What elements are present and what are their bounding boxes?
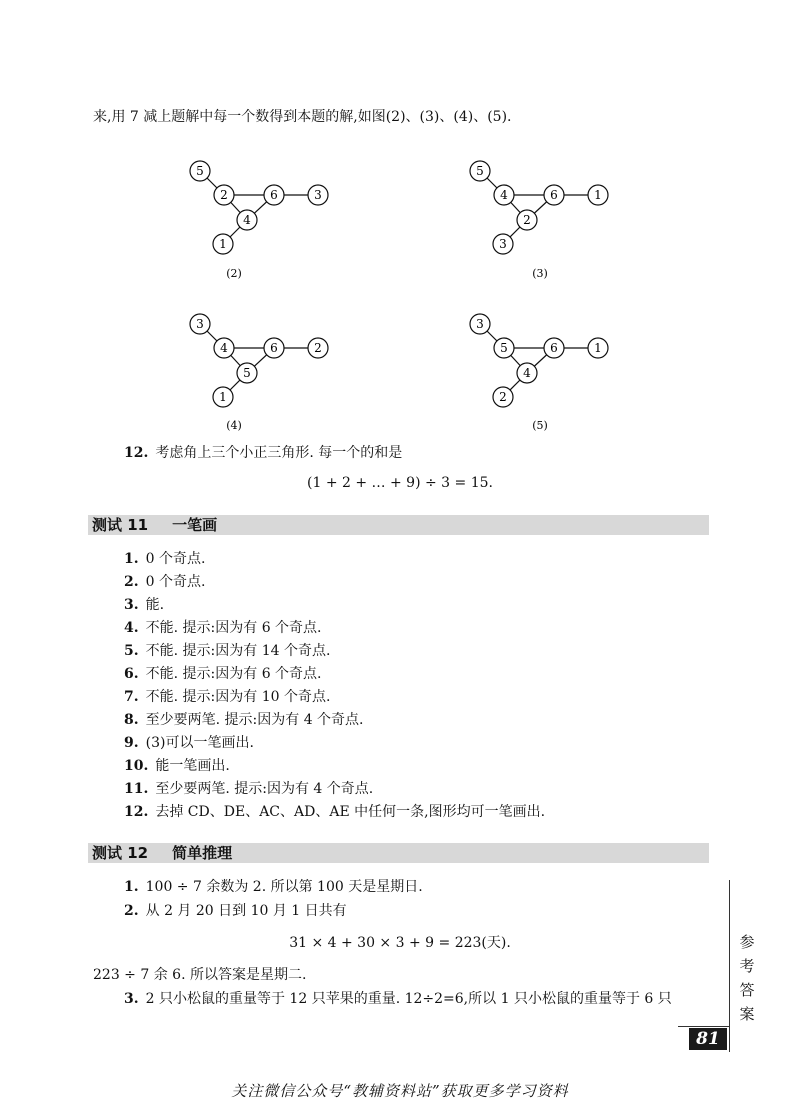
question-12	[124, 444, 402, 462]
sidebar-char: 参	[739, 933, 755, 951]
node-right: 2	[314, 341, 322, 355]
figure-caption: (5)	[532, 419, 548, 432]
item-number: 11.	[124, 781, 149, 797]
item-number: 5.	[124, 643, 139, 659]
node-right: 3	[314, 188, 322, 202]
item-text: 去掉 CD、DE、AC、AD、AE 中任何一条,图形均可一笔画出.	[155, 804, 546, 820]
node-top: 3	[196, 317, 204, 331]
node-top: 5	[476, 164, 484, 178]
page-number: 81	[689, 1028, 727, 1050]
list-item	[124, 596, 545, 619]
item-number: 9.	[124, 735, 139, 751]
node-top: 5	[196, 164, 204, 178]
section-title: 简单推理	[172, 844, 233, 862]
section-header-11	[88, 515, 709, 535]
paragraph-text: 223 ÷ 7 余 6. 所以答案是星期二.	[93, 967, 307, 983]
item-text: 不能. 提示:因为有 14 个奇点.	[145, 643, 331, 659]
item-number: 7.	[124, 689, 139, 705]
node-right: 1	[594, 188, 602, 202]
item-text: 0 个奇点.	[145, 551, 206, 567]
equation-q12: (1 + 2 + … + 9) ÷ 3 = 15.	[307, 475, 493, 491]
node-center: 6	[550, 341, 558, 355]
section-title: 一笔画	[172, 516, 218, 534]
item-text: 能一笔画出.	[155, 758, 230, 774]
sidebar-char: 案	[739, 1005, 755, 1023]
item-text: 不能. 提示:因为有 10 个奇点.	[145, 689, 331, 705]
item-number: 8.	[124, 712, 139, 728]
item-text: 至少要两笔. 提示:因为有 4 个奇点.	[155, 781, 374, 797]
list-item	[124, 902, 347, 920]
sidebar-char: 答	[739, 981, 755, 999]
item-number: 3.	[124, 991, 139, 1007]
node-bottom: 1	[219, 390, 227, 404]
node-mid: 4	[243, 213, 251, 227]
item-text: 从 2 月 20 日到 10 月 1 日共有	[145, 903, 347, 919]
list-item	[124, 665, 545, 688]
figure-caption: (2)	[226, 267, 242, 280]
item-number: 3.	[124, 597, 139, 613]
list-item	[124, 642, 545, 665]
section-11-list	[124, 550, 545, 826]
list-item	[124, 780, 545, 803]
item-text: 2 只小松鼠的重量等于 12 只苹果的重量. 12÷2=6,所以 1 只小松鼠的重量等于 6 只	[145, 991, 672, 1007]
node-mid: 2	[523, 213, 531, 227]
sidebar-label	[737, 930, 757, 1026]
page-number-rule	[678, 1026, 730, 1027]
list-item	[124, 878, 423, 896]
figure-5	[460, 303, 630, 438]
footer-watermark: 关注微信公众号“教辅资料站”获取更多学习资料	[231, 1082, 569, 1100]
node-center: 6	[270, 188, 278, 202]
item-text: (3)可以一笔画出.	[145, 735, 254, 751]
item-text: 不能. 提示:因为有 6 个奇点.	[145, 666, 322, 682]
node-center: 6	[270, 341, 278, 355]
node-right: 1	[594, 341, 602, 355]
equation-days: 31 × 4 + 30 × 3 + 9 = 223(天).	[289, 935, 511, 951]
section-label: 测试 11	[92, 516, 149, 534]
node-mid: 4	[523, 366, 531, 380]
item-number: 2.	[124, 903, 139, 919]
item-text: 考虑角上三个小正三角形. 每一个的和是	[155, 445, 403, 461]
intro-text: 来,用 7 减上题解中每一个数得到本题的解,如图(2)、(3)、(4)、(5).	[93, 109, 512, 125]
node-mid: 5	[243, 366, 251, 380]
list-item	[124, 688, 545, 711]
node-bottom: 1	[219, 237, 227, 251]
list-item	[124, 990, 672, 1008]
item-number: 4.	[124, 620, 139, 636]
list-item	[124, 711, 545, 734]
list-item	[124, 550, 545, 573]
item-number: 1.	[124, 879, 139, 895]
section-header-12	[88, 843, 709, 863]
figure-4	[180, 303, 350, 438]
item-text: 至少要两笔. 提示:因为有 4 个奇点.	[145, 712, 364, 728]
list-item	[124, 619, 545, 642]
item-text: 0 个奇点.	[145, 574, 206, 590]
node-left: 4	[220, 341, 228, 355]
sidebar-char: 考	[739, 957, 755, 975]
node-bottom: 3	[499, 237, 507, 251]
node-bottom: 2	[499, 390, 507, 404]
node-top: 3	[476, 317, 484, 331]
list-item	[124, 734, 545, 757]
node-left: 2	[220, 188, 228, 202]
list-item	[124, 803, 545, 826]
item-text: 不能. 提示:因为有 6 个奇点.	[145, 620, 322, 636]
item-number: 1.	[124, 551, 139, 567]
figure-caption: (4)	[226, 419, 242, 432]
list-item	[124, 573, 545, 596]
figure-3	[460, 150, 630, 285]
item-number: 12.	[124, 445, 149, 461]
item-text: 能.	[145, 597, 165, 613]
item-number: 6.	[124, 666, 139, 682]
item-number: 10.	[124, 758, 149, 774]
node-left: 4	[500, 188, 508, 202]
figure-2	[180, 150, 350, 285]
list-item	[124, 757, 545, 780]
node-center: 6	[550, 188, 558, 202]
section-label: 测试 12	[92, 844, 149, 862]
item-number: 12.	[124, 804, 149, 820]
figure-caption: (3)	[532, 267, 548, 280]
node-left: 5	[500, 341, 508, 355]
item-text: 100 ÷ 7 余数为 2. 所以第 100 天是星期日.	[145, 879, 423, 895]
item-number: 2.	[124, 574, 139, 590]
